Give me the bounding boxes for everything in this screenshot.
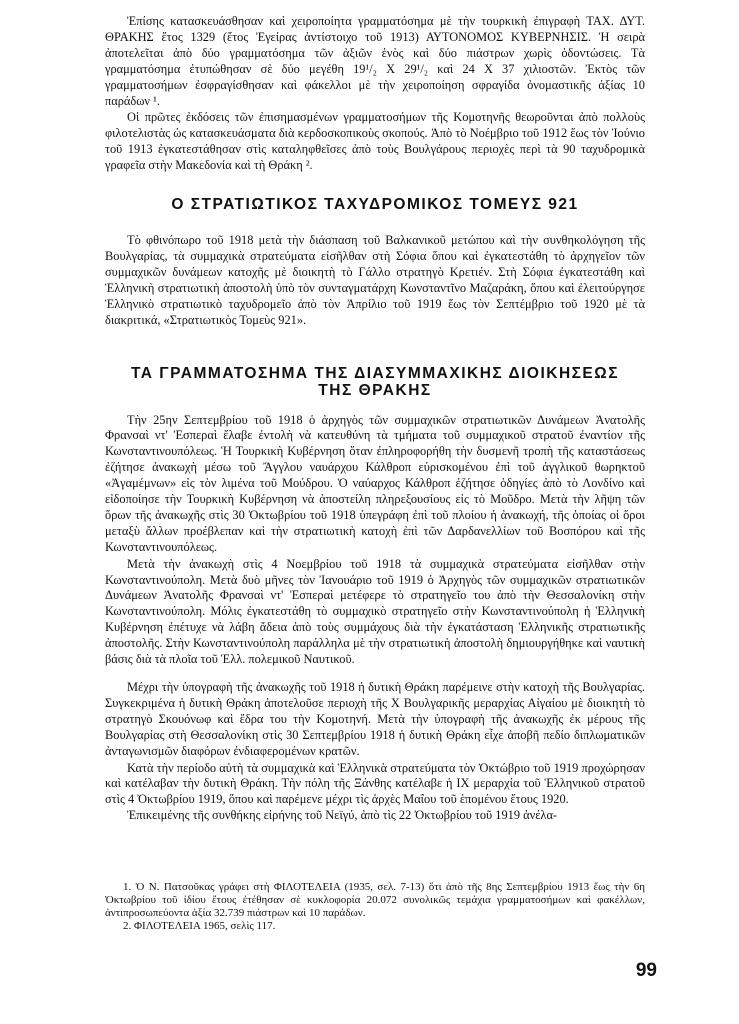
paragraph: Ἐπίσης κατασκευάσθησαν καὶ χειροποίητα γραμματόσημα μὲ τὴν τουρκικὴ ἐπιγραφὴ ΤΑΧ. ΔΥΤ. ΘΡΑΚΗΣ ἔτος 1329 (ἔτος Ἐγείρας ἀντίστοιχο τοῦ 1913) ΑΥΤΟΝΟΜΟΣ ΚΥΒΕΡΝΗΣΙΣ. Ἡ σειρὰ ἀποτελεῖται ἀπὸ δύο γραμματόσημα τῶν ἀξιῶν ἑνὸς καὶ δύο πιάστρων χωρὶς ὀδοντώσεις. Τὰ γραμματόσημα ἐτυπώθησαν σὲ δύο μεγέθη 19¹/₂ X 29¹/₂ καὶ 24 X 37 χιλιοστῶν. Ἐκτὸς τῶν γραμματοσήμων ἐσφραγίσθησαν καὶ φάκελλοι μὲ τὴν χειροποίηση σφραγίδα ὀνομαστικῆς ἀξίας 10 παράδων ¹. [105, 14, 645, 108]
paragraph: Τὸ φθινόπωρο τοῦ 1918 μετὰ τὴν διάσπαση τοῦ Βαλκανικοῦ μετώπου καὶ τὴν συνθηκολόγηση τῆς Βουλγαρίας, τὰ συμμαχικὰ στρατεύματα εἰσῆλθαν στὴ Σόφια ὅπου καὶ ἐγκατεστάθη τὸ ἀρχηγεῖον τῶν συμμαχικῶν δυνάμεων κατοχῆς μὲ διοικητὴ τὸ Γάλλο στρατηγὸ Κρετιέν. Στὴ Σόφια ἐγκατεστάθη καὶ Ἑλληνικὴ στρατιωτικὴ ἀποστολὴ ὑπὸ τὸν συνταγματάρχη Κωνσταντῖνο Μαζαράκη, ὅπου καὶ ἐλειτούργησε Ἑλληνικὸ στρατιωτικὸ ταχυδρομεῖο ἀπὸ τὸν Ἀπρίλιο τοῦ 1919 ἕως τὸν Σεπτέμβριο τοῦ 1920 μὲ τὰ διακριτικά, «Στρατιωτικὸς Τομεὺς 921». [105, 233, 645, 327]
footnotes [105, 881, 645, 933]
paragraph: Οἱ πρῶτες ἐκδόσεις τῶν ἐπισημασμένων γραμματοσήμων τῆς Κομοτηνῆς θεωροῦνται ἀπὸ πολλοὺς φιλοτελιστὰς ὡς κατασκευάσματα διὰ κερδοσκοπικοὺς σκοπούς. Ἀπὸ τὸ Νοέμβριο τοῦ 1912 ἕως τὸν Ἰούνιο τοῦ 1913 ἐγκατεστάθησαν στὶς καταληφθεῖσες ἀπὸ τοὺς Βουλγάρους περιοχὲς περὶ τὰ 90 ταχυδρομικὰ γραφεῖα στὴν Μακεδονία καὶ τὴ Θράκη ². [105, 110, 645, 173]
section-heading-line: ΤΗΣ ΘΡΑΚΗΣ [318, 381, 432, 399]
page-number: 99 [635, 960, 657, 981]
footnote: 2. ΦΙΛΟΤΕΛΕΙΑ 1965, σελὶς 117. [123, 920, 276, 932]
section-heading: Ο ΣΤΡΑΤΙΩΤΙΚΟΣ ΤΑΧΥΔΡΟΜΙΚΟΣ ΤΟΜΕΥΣ 921 [171, 196, 579, 214]
paragraph: Τὴν 25ην Σεπτεμβρίου τοῦ 1918 ὁ ἀρχηγὸς τῶν συμμαχικῶν στρατιωτικῶν Δυνάμεων Ἀνατολῆς Φρανσαὶ ντ' Ἐσπεραὶ ἔλαβε ἐντολὴ νὰ κατευθύνη τὰ τμήματα τοῦ συμμαχικοῦ στρατοῦ ἐναντίον τῆς Κωνσταντινουπόλεως. Ἡ Τουρκικὴ Κυβέρνηση ὅταν ἐπληροφορήθη τὴν δυσμενῆ τροπὴ τῆς καταστάσεως ἐζήτησε ἀνακωχὴ μέσω τοῦ Ἄγγλου ναυάρχου Κάλθροπ εὑρισκομένου ἐπὶ τοῦ ἀγγλικοῦ θωρηκτοῦ «Ἀγαμέμνων» εἰς τὸν λιμένα τοῦ Μούδρου. Ὁ ναύαρχος Κάλθροπ ἐζήτησε ὁδηγίες ἀπὸ τὸ Λονδίνο καὶ εἰδοποίησε τὴν Τουρκικὴ Κυβέρνηση νὰ ἀποστείλη πληρεξουσίους εἰς τὸ Μοῦδρο. Μετὰ τὴν λῆψη τῶν ὅρων τῆς ἀνακωχῆς στὶς 30 Ὀκτωβρίου τοῦ 1918 ὑπεγράφη ἐπὶ τοῦ πλοίου ἡ ἀνακωχή, τῆς ὁποίας οἱ ὅροι μεταξὺ ἄλλων προέβλεπαν καὶ τὴν στρατιωτικὴ κατοχὴ ἐπὶ τῶν Δαρδανελλίων τοῦ Βοσπόρου καὶ τῆς Κωνσταντινουπόλεως. [105, 412, 645, 554]
section-heading-line: ΤΑ ΓΡΑΜΜΑΤΟΣΗΜΑ ΤΗΣ ΔΙΑΣΥΜΜΑΧΙΚΗΣ ΔΙΟΙΚΗΣΕΩΣ [130, 364, 620, 382]
paragraph: Κατὰ τὴν περίοδο αὐτὴ τὰ συμμαχικὰ καὶ Ἑλληνικὰ στρατεύματα τὸν Ὀκτώβριο τοῦ 1919 προχώρησαν καὶ κατέλαβαν τὴν δυτικὴ Θράκη. Τὴν πόλη τῆς Ξάνθης κατέλαβε ἡ IX μεραρχία τοῦ Ἑλληνικοῦ στρατοῦ στὶς 4 Ὀκτωβρίου 1919, ὅπου καὶ παρέμενε μέχρι τὶς ἀρχὲς Μαΐου τοῦ ἑπομένου ἔτους 1920. [105, 760, 645, 807]
paragraph: Μετὰ τὴν ἀνακωχὴ στὶς 4 Νοεμβρίου τοῦ 1918 τὰ συμμαχικὰ στρατεύματα εἰσῆλθαν στὴν Κωνσταντινούπολη. Μετὰ δυὸ μῆνες τὸν Ἰανουάριο τοῦ 1919 ὁ Ἀρχηγὸς τῶν συμμαχικῶν στρατιωτικῶν Δυνάμεων Ἀνατολῆς Φρανσαὶ ντ' Ἐσπεραὶ μετέφερε τὸ στρατηγεῖο του ἀπὸ τὴν Θεσσαλονίκη στὴν Κωνσταντινούπολη. Μόλις ἐγκατεστάθη τὸ συμμαχικὸ στρατηγεῖο στὴν Κωνσταντινούπολη ἡ Ἑλληνικὴ Κυβέρνηση ἐπέτυχε νὰ λάβη ἄδεια ἀπὸ τοὺς συμμάχους διὰ τὴν ἐγκατάσταση Ἑλληνικῆς στρατιωτικῆς ἀποστολῆς. Στὴν Κωνσταντινούπολη παράλληλα μὲ τὴν στρατιωτικὴ ἀποστολὴ δημιουργήθηκε καὶ ναυτικὴ βάσις διὰ τὰ πλοῖα τοῦ Ἑλλ. πολεμικοῦ Ναυτικοῦ. [105, 556, 645, 667]
paragraph: Μέχρι τὴν ὑπογραφὴ τῆς ἀνακωχῆς τοῦ 1918 ἡ δυτικὴ Θράκη παρέμεινε στὴν κατοχὴ τῆς Βουλγαρίας. Συγκεκριμένα ἡ δυτικὴ Θράκη ἀποτελοῦσε περιοχὴ τῆς Χ Βουλγαρικῆς μεραρχίας Αἰγαίου μὲ διοικητὴ τὸ στρατηγὸ Σκουόνωφ καὶ ἕδρα του τὴν Κομοτηνή. Μετὰ τὴν ὑπογραφὴ τῆς ἀνακωχῆς ἐκ μέρους τῆς Βουλγαρίας στὴ Θεσσαλονίκη στὶς 30 Σεπτεμβρίου 1918 ἡ δυτικὴ Θράκη εἶχε ἀποβῆ πεδίο διπλωματικῶν ἀνταγωνισμῶν διαφόρων ἐνδιαφερομένων κρατῶν. [105, 680, 645, 758]
section-heading [105, 365, 645, 399]
footnote: 1. Ὁ Ν. Πατσοῦκας γράφει στὴ ΦΙΛΟΤΕΛΕΙΑ (1935, σελ. 7-13) ὅτι ἀπὸ τῆς 8ης Σεπτεμβρίου 1913 ἕως τὴν 6η Ὀκτωβρίου τοῦ ἰδίου ἔτους ἐτέθησαν σὲ κυκλοφορία 20.072 συνολικῶς τεμάχια γραμματοσήμων καὶ φακέλλων, ἀντιπροσωπεύοντα ἀξία 32.739 πιάστρων καὶ 10 παράδων. [105, 881, 645, 919]
main-text [105, 14, 645, 824]
paragraph: Ἐπικειμένης τῆς συνθήκης εἰρήνης τοῦ Νεϊγύ, ἀπὸ τὶς 22 Ὀκτωβρίου τοῦ 1919 ἀνέλα- [127, 808, 558, 823]
